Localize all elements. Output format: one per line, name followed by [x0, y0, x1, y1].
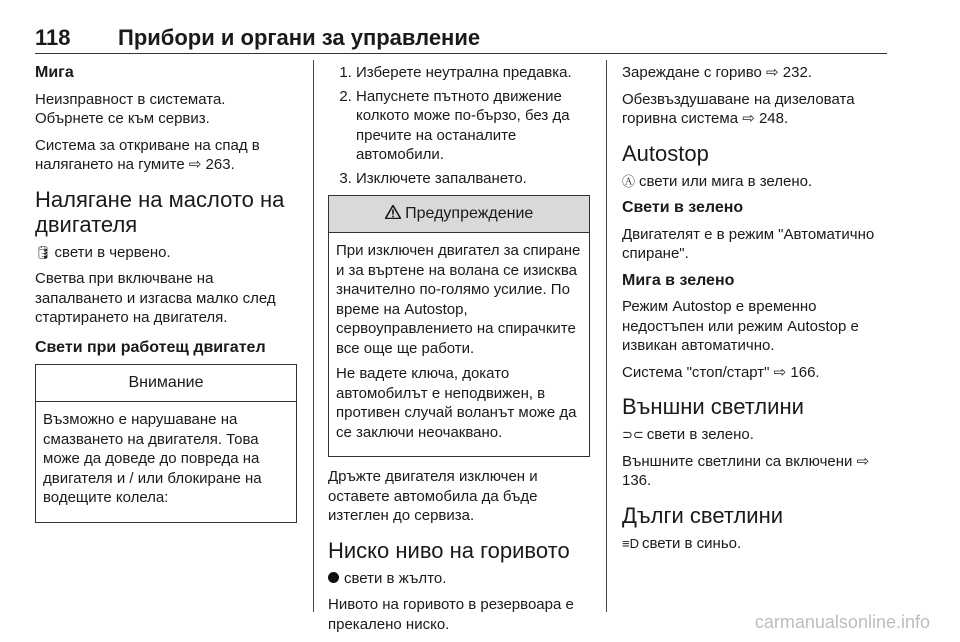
oil-status-text: свети в червено.	[54, 243, 171, 261]
column-1	[35, 63, 297, 533]
column-3	[622, 63, 892, 560]
page-title: Прибори и органи за управление	[118, 25, 481, 50]
list-item: 1. Изберете неутрална предавка.	[356, 63, 590, 83]
heading-low-fuel: Ниско ниво на горивото	[328, 537, 570, 563]
warning-text-2: Не вадете ключа, докато автомобилът е неподвижен, в противен случай воланът може да се заключи неочаквано.	[336, 365, 577, 441]
warning-text-1: При изключен двигател за спиране и за въртене на волана се изисква значително по-голямо усилие. По време на Autostop, сервоуправлението на спирачките все още ще работи.	[336, 242, 581, 357]
autostop-a-icon: Ⓐ	[622, 173, 636, 189]
list-item: 3. Изключете запалването.	[356, 169, 590, 189]
list-item: 2. Напуснете пътното движение колкото може по-бързо, без да пречите на останалите автомобили.	[356, 87, 590, 165]
heading-running-engine: Свети при работещ двигател	[35, 338, 266, 356]
warning-triangle-icon	[385, 205, 401, 219]
column-divider-1	[313, 60, 314, 612]
warning-title: Предупреждение	[405, 205, 534, 222]
paragraph-stop-start[interactable]: Система "стоп/старт" ⇨ 166.	[622, 363, 820, 381]
paragraph-fuel-status	[328, 569, 590, 589]
notice-title: Внимание	[36, 365, 296, 402]
autostop-status-text: свети или мига в зелено.	[639, 172, 813, 190]
column-divider-2	[606, 60, 607, 612]
column-2	[328, 63, 590, 641]
ext-status-text: свети в зелено.	[646, 426, 754, 443]
heading-blink: Мига	[35, 64, 74, 81]
warning-box	[328, 195, 590, 457]
steps-list	[328, 63, 590, 188]
paragraph-oil-desc: Светва при включване на запалването и изгасва малко след стартирането на двигателя.	[35, 270, 276, 326]
heading-exterior-lights: Външни светлини	[622, 394, 804, 419]
page-header	[35, 25, 885, 53]
paragraph-oil-status	[35, 243, 297, 263]
paragraph-refuel[interactable]: Зареждане с гориво ⇨ 232.	[622, 64, 812, 81]
heading-oil-pressure: Налягане на маслото на двигателя	[35, 186, 285, 237]
notice-text: Възможно е нарушаване на смазването на двигателя. Това може да доведе до повреда на двигателя и / или блокиране на водещите колела:	[43, 411, 262, 506]
paragraph-autostop-mode: Двигателят е в режим "Автоматично спиране".	[622, 225, 875, 262]
paragraph-tow: Дръжте двигателя изключен и оставете автомобила да бъде изтеглен до сервиза.	[328, 468, 538, 524]
paragraph-ext-status	[622, 425, 892, 445]
warning-header	[329, 196, 589, 233]
paragraph-tpms	[35, 136, 297, 175]
heading-blink-green: Мига в зелено	[622, 271, 735, 289]
paragraph-malfunction: Неизправност в системата. Обърнете се към сервиз.	[35, 90, 226, 127]
high-status-text: свети в синьо.	[641, 534, 742, 552]
page-number: 118	[35, 25, 71, 50]
oil-can-icon: 🛢	[35, 244, 52, 260]
high-beam-icon: ≡D	[622, 535, 639, 551]
fuel-dot-icon	[328, 572, 339, 583]
paragraph-high-status	[622, 534, 892, 554]
tpms-link-text[interactable]: Система за откриване на спад в налягането на гумите ⇨ 263.	[35, 136, 260, 173]
heading-lit-green: Свети в зелено	[622, 199, 744, 216]
heading-autostop: Autostop	[622, 140, 709, 166]
fuel-status-text: свети в жълто.	[344, 569, 447, 587]
paragraph-autostop-status	[622, 172, 892, 192]
watermark: carmanualsonline.info	[754, 612, 930, 632]
header-divider	[35, 53, 887, 54]
exterior-lights-icon: ⊃⊂	[622, 427, 644, 442]
heading-high-beam: Дълги светлини	[622, 502, 784, 528]
paragraph-autostop-unavailable: Режим Autostop е временно недостъпен или режим Autostop е извикан автоматично.	[622, 298, 859, 354]
notice-box	[35, 364, 297, 523]
paragraph-bleed[interactable]: Обезвъздушаване на дизеловата горивна система ⇨ 248.	[622, 90, 855, 127]
paragraph-ext-desc: Външните светлини са включени ⇨ 136.	[622, 452, 870, 489]
paragraph-fuel-desc: Нивото на горивото в резервоара е прекалено ниско.	[328, 596, 574, 633]
